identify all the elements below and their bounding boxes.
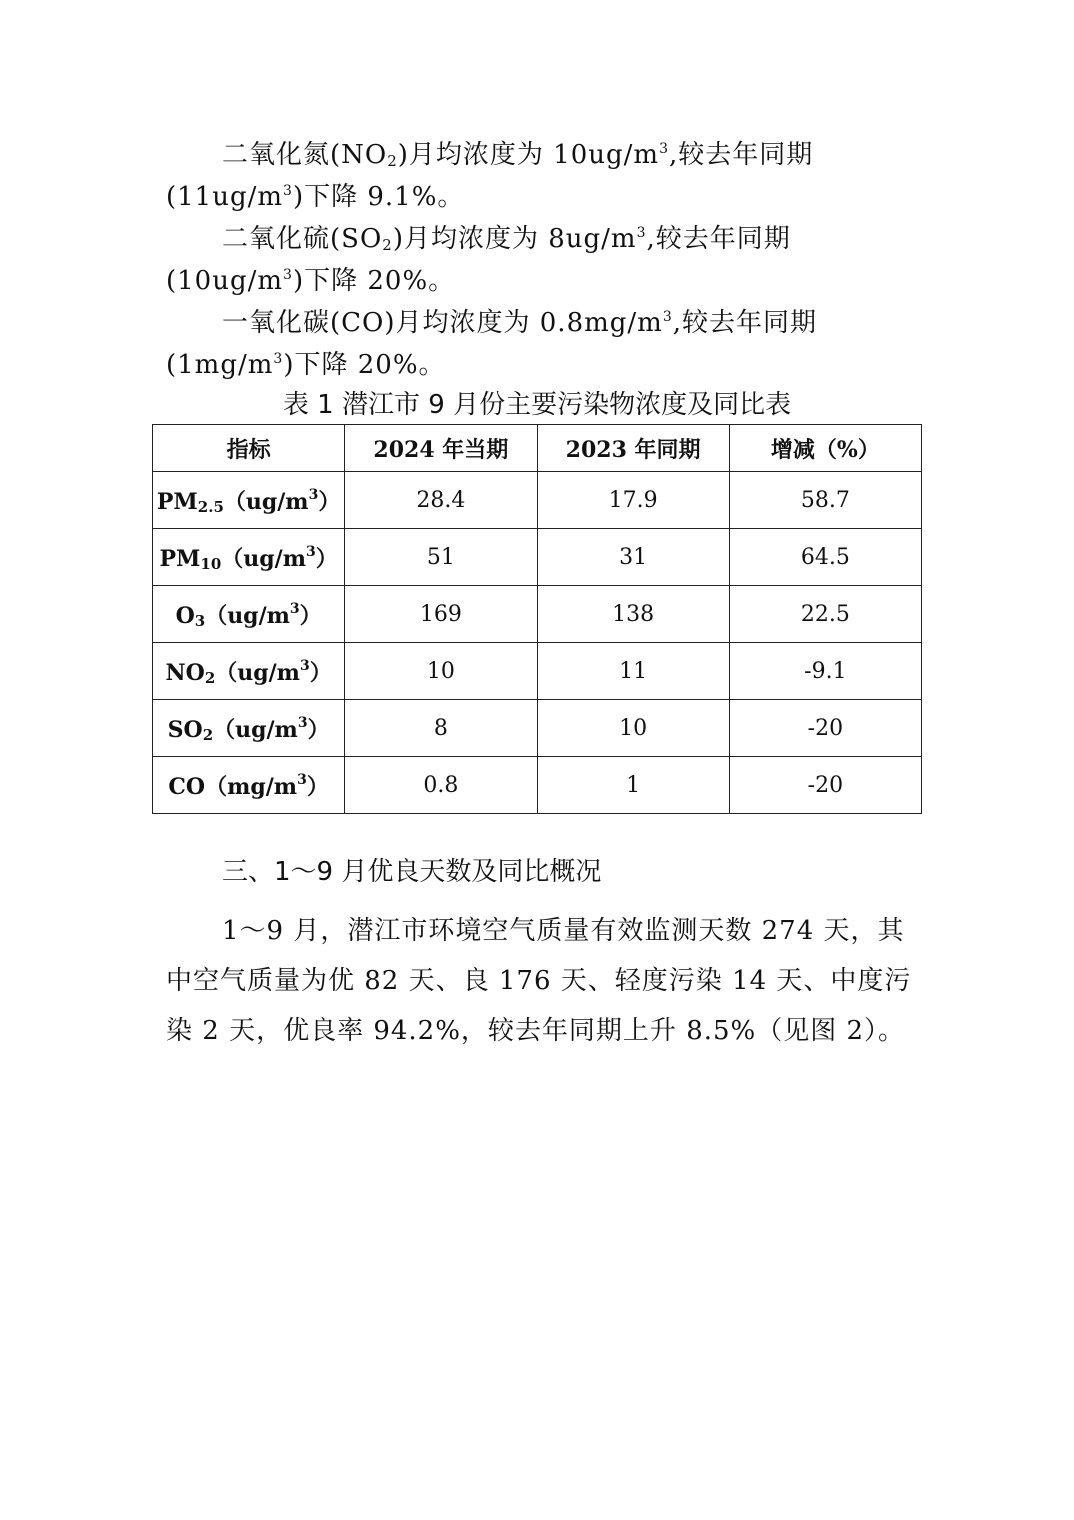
- subscript: 2: [387, 152, 398, 170]
- header-2024: 2024 年当期: [345, 425, 537, 472]
- indicator-cell: [153, 700, 345, 757]
- superscript: 3: [283, 267, 293, 283]
- indicator-close: ）: [318, 488, 341, 515]
- indicator-subscript: 10: [200, 554, 222, 573]
- indicator-cell: [153, 757, 345, 814]
- value-2023-cell: 31: [537, 529, 729, 586]
- superscript: 3: [283, 183, 293, 199]
- text-segment: )月均浓度为 8ug/m: [392, 224, 637, 254]
- value-2024-cell: 51: [345, 529, 537, 586]
- value-2024-cell: 0.8: [345, 757, 537, 814]
- change-cell: 22.5: [729, 586, 921, 643]
- indicator-superscript: 3: [305, 543, 316, 560]
- table-row: [153, 472, 922, 529]
- indicator-name: NO: [165, 659, 205, 686]
- value-2024-cell: 169: [345, 586, 537, 643]
- indicator-unit: （ug/m: [205, 602, 290, 629]
- header-change: 增减（%）: [729, 425, 921, 472]
- text-segment: ,较去年同期(10ug/m: [166, 224, 791, 296]
- text-segment: 一氧化碳(CO)月均浓度为 0.8mg/m: [222, 308, 663, 338]
- change-cell: -20: [729, 700, 921, 757]
- indicator-unit: （ug/m: [223, 488, 309, 515]
- indicator-unit: （ug/m: [213, 716, 298, 743]
- superscript: 3: [273, 351, 284, 367]
- paragraph-no2: [166, 134, 926, 218]
- section-heading: 三、1～9 月优良天数及同比概况: [222, 857, 602, 887]
- text-segment: 二氧化硫(SO: [222, 224, 383, 254]
- change-cell: 58.7: [729, 472, 921, 529]
- value-2024-cell: 10: [345, 643, 537, 700]
- text-segment: ,较去年同期(11ug/m: [166, 140, 814, 212]
- value-2024-cell: 8: [345, 700, 537, 757]
- indicator-superscript: 3: [297, 771, 307, 788]
- text-segment: ,较去年同期(1mg/m: [166, 308, 818, 380]
- header-2023: 2023 年同期: [537, 425, 729, 472]
- superscript: 3: [659, 141, 669, 157]
- indicator-name: CO: [168, 773, 206, 800]
- indicator-cell: [153, 472, 345, 529]
- paragraph-co: [166, 302, 926, 386]
- value-2024-cell: 28.4: [345, 472, 537, 529]
- table-caption: 表 1 潜江市 9 月份主要污染物浓度及同比表: [282, 390, 792, 420]
- indicator-subscript: 3: [194, 611, 206, 630]
- text-segment: )月均浓度为 10ug/m: [397, 140, 660, 170]
- indicator-name: PM: [156, 488, 198, 515]
- indicator-superscript: 3: [289, 600, 300, 617]
- table-body: [153, 472, 922, 814]
- table-row: [153, 757, 922, 814]
- value-2023-cell: 138: [537, 586, 729, 643]
- text-segment: )下降 20%。: [292, 266, 456, 296]
- value-2023-cell: 1: [537, 757, 729, 814]
- change-cell: 64.5: [729, 529, 921, 586]
- indicator-name: PM: [159, 545, 201, 572]
- value-2023-cell: 11: [537, 643, 729, 700]
- indicator-name: O: [175, 602, 195, 629]
- table-row: [153, 586, 922, 643]
- indicator-subscript: 2: [202, 725, 214, 744]
- indicator-subscript: 2.5: [197, 497, 224, 516]
- header-indicator: 指标: [153, 425, 345, 472]
- superscript: 3: [662, 309, 673, 325]
- table-header-row: [153, 425, 922, 472]
- indicator-unit: （mg/m: [205, 773, 298, 800]
- table-row: [153, 643, 922, 700]
- indicator-close: ）: [306, 773, 329, 800]
- section-body: 1～9 月，潜江市环境空气质量有效监测天数 274 天，其中空气质量为优 82 天、良 176 天、轻度污染 14 天、中度污染 2 天，优良率 94.2%，较去年同期上升 8.5%（见图 2）。: [166, 916, 912, 1046]
- text-segment: )下降 9.1%。: [292, 182, 465, 212]
- paragraph-so2: [166, 218, 926, 302]
- table-row: [153, 700, 922, 757]
- indicator-superscript: 3: [308, 486, 319, 503]
- indicator-subscript: 2: [204, 668, 216, 687]
- value-2023-cell: 10: [537, 700, 729, 757]
- indicator-close: ）: [309, 659, 332, 686]
- indicator-close: ）: [307, 716, 330, 743]
- change-cell: -20: [729, 757, 921, 814]
- indicator-unit: （ug/m: [215, 659, 300, 686]
- change-cell: -9.1: [729, 643, 921, 700]
- pollutant-table: [152, 424, 922, 814]
- indicator-unit: （ug/m: [221, 545, 306, 572]
- indicator-cell: [153, 529, 345, 586]
- indicator-close: ）: [299, 602, 322, 629]
- table-row: [153, 529, 922, 586]
- indicator-close: ）: [315, 545, 338, 572]
- subscript: 2: [382, 236, 393, 254]
- indicator-superscript: 3: [299, 657, 310, 674]
- value-2023-cell: 17.9: [537, 472, 729, 529]
- indicator-cell: [153, 643, 345, 700]
- indicator-cell: [153, 586, 345, 643]
- indicator-superscript: 3: [297, 714, 308, 731]
- text-segment: )下降 20%。: [283, 350, 446, 380]
- text-segment: 二氧化氮(NO: [222, 140, 388, 170]
- superscript: 3: [636, 225, 647, 241]
- indicator-name: SO: [167, 716, 203, 743]
